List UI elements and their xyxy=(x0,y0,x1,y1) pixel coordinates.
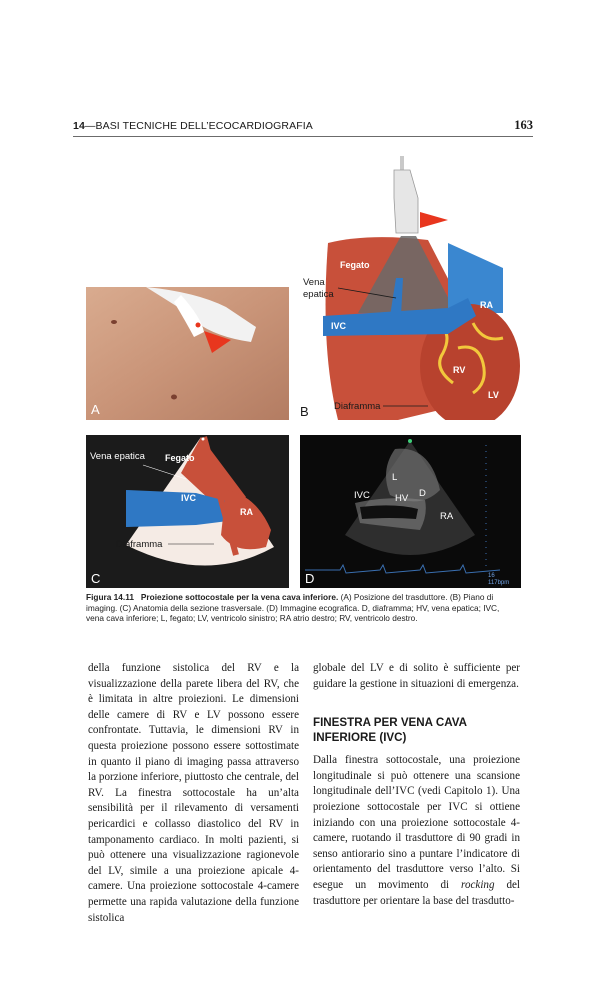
panel-d-ultrasound xyxy=(300,435,521,588)
label-diaframma-c: Diaframma xyxy=(116,539,163,550)
probe-cable xyxy=(400,156,404,170)
figure-panel-a xyxy=(86,287,289,420)
probe xyxy=(394,170,418,233)
section-text-2: del trasduttore per orientare la base del trasdutto- xyxy=(313,878,520,907)
label-ra-c: RA xyxy=(240,507,253,517)
section-text-italic: rocking xyxy=(461,878,495,891)
caption-text: (A) Posizione del trasduttore. (B) Piano di imaging. (C) Anatomia della sezione trasversale. (D) Immagine ecografica. D, diaframma; HV, vena epatica; IVC, vena cava inferiore; L, fegato; LV, ventricolo sinistro; RA atrio destro; RV, ventricolo destro. xyxy=(86,592,500,624)
label-lv: LV xyxy=(488,390,499,400)
body-right-column xyxy=(313,661,520,909)
orientation-dot xyxy=(202,438,205,441)
running-header xyxy=(73,118,533,136)
panel-b-illustration xyxy=(298,148,521,420)
chapter-number: 14 xyxy=(73,120,85,132)
label-vena: Vena xyxy=(303,277,325,288)
section-text-1: Dalla finestra sottocostale, una proiezione longitudinale si può ottenere una scansione longitudinale dell’IVC (vedi Capitolo 1). Una proiezione sottocostale per IVC si ottiene iniziando con una proiezione sottocostale 4-camere, ruotando il trasduttore di 90 gradi in senso antiorario sino a puntare l’indicatore di orientamento del trasduttore verso l’alto. Si esegue un movimento di xyxy=(313,754,520,891)
running-header-title: 14—BASI TECNICHE DELL’ECOCARDIOGRAFIA xyxy=(73,120,313,132)
label-ra-d: RA xyxy=(440,511,454,522)
panel-a-letter: A xyxy=(91,402,100,417)
section-paragraph xyxy=(313,753,520,909)
section-heading: FINESTRA PER VENA CAVA INFERIORE (IVC) xyxy=(313,716,467,744)
navel xyxy=(171,395,177,400)
left-paragraph: della funzione sistolica del RV e la visualizzazione della parete libera del RV, che è limitata in altre proiezioni. Le dimensioni delle camere di RV e LV possono essere confrontate. Tuttavia, le dimensioni RV in questa proiezione possono essere sottostimate in quanto il piano di imaging passa attraverso la porzione inferiore, piuttosto che centrale, del RV. La finestra sottocostale ha un’alta sensibilità per il rilevamento di versamenti pericardici e collasso diastolico del RV in tamponamento cardiaco. In molti pazienti, si può ottenere una visualizzazione ragionevole del LV, simile a una proiezione apicale 4-camere. Una proiezione sottocostale 4-camere permette una rapida valutazione della funzione sistolica xyxy=(88,662,299,924)
figure-panel-d xyxy=(300,435,521,588)
label-l-d: L xyxy=(392,472,398,483)
panel-a-photo xyxy=(86,287,289,420)
label-fegato-c: Fegato xyxy=(165,453,195,463)
chapter-title: BASI TECNICHE DELL’ECOCARDIOGRAFIA xyxy=(95,120,313,132)
label-d-d: D xyxy=(419,488,426,499)
label-hv-d: HV xyxy=(395,493,409,504)
label-ra: RA xyxy=(480,300,493,310)
page-number: 163 xyxy=(514,118,533,132)
label-ivc: IVC xyxy=(331,321,347,331)
orientation-dot-d xyxy=(408,439,412,443)
label-fegato: Fegato xyxy=(340,260,370,270)
depth-value: 16 xyxy=(488,573,495,579)
figure-caption xyxy=(86,592,506,624)
body-left-column xyxy=(88,661,299,926)
panel-c-anatomy xyxy=(86,435,289,588)
ivc-lumen xyxy=(360,505,418,519)
probe-marker xyxy=(196,323,201,328)
figure-panel-c xyxy=(86,435,289,588)
right-intro-paragraph: globale del LV e di solito è sufficiente per guidare la gestione in situazioni di emergenza. xyxy=(313,662,520,690)
nipple-left xyxy=(111,320,117,324)
label-ivc-d: IVC xyxy=(354,490,370,501)
label-ivc-c: IVC xyxy=(181,493,197,503)
caption-number: Figura 14.11 xyxy=(86,592,134,602)
header-rule xyxy=(73,136,533,137)
label-diaframma: Diaframma xyxy=(334,401,381,412)
label-vena-epatica-c: Vena epatica xyxy=(90,451,145,462)
panel-d-letter: D xyxy=(305,571,315,586)
label-rv: RV xyxy=(453,365,466,375)
panel-c-letter: C xyxy=(91,571,101,586)
blue-band xyxy=(448,243,503,313)
caption-title: Proiezione sottocostale per la vena cava inferiore. xyxy=(140,592,339,602)
panel-b-letter: B xyxy=(300,404,309,419)
heart-rate: 117bpm xyxy=(488,580,510,586)
figure-panel-b xyxy=(298,148,521,420)
label-epatica: epatica xyxy=(303,289,334,300)
orientation-indicator xyxy=(420,212,448,228)
